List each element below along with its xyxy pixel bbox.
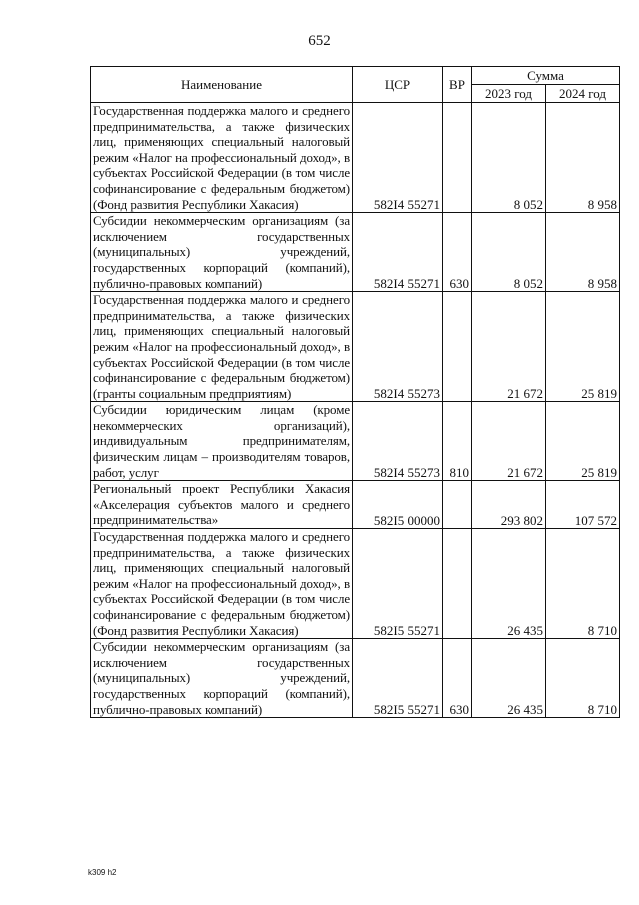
- row-name: Государственная поддержка малого и среднего предпринимательства, а также физических лиц, применяющих специальный налоговый режим «Налог на профессиональный доход», в субъектах Российской Федерации (в том числе софинансирование с федеральным бюджетом) (Фонд развития Республики Хакасия): [91, 529, 353, 639]
- footer-code: k309 h2: [88, 868, 117, 877]
- row-sum-2023: 8 052: [472, 213, 546, 292]
- row-vr: 630: [443, 213, 472, 292]
- column-header-sum: Сумма: [472, 67, 620, 85]
- column-header-2024: 2024 год: [546, 85, 620, 103]
- table-header: [91, 67, 620, 103]
- row-csr: 582I5 55271: [353, 529, 443, 639]
- table-row: [91, 639, 620, 718]
- row-sum-2024: 25 819: [546, 402, 620, 481]
- row-sum-2023: 26 435: [472, 529, 546, 639]
- table-row: [91, 213, 620, 292]
- table-row: [91, 402, 620, 481]
- row-sum-2024: 8 710: [546, 529, 620, 639]
- row-sum-2023: 21 672: [472, 292, 546, 402]
- row-vr: 630: [443, 639, 472, 718]
- row-sum-2023: 26 435: [472, 639, 546, 718]
- row-sum-2023: 293 802: [472, 481, 546, 529]
- row-csr: 582I4 55273: [353, 292, 443, 402]
- row-vr: [443, 529, 472, 639]
- table-row: [91, 292, 620, 402]
- row-csr: 582I5 55271: [353, 639, 443, 718]
- row-name: Субсидии юридическим лицам (кроме некоммерческих организаций), индивидуальным предпринимателям, физическим лицам – производителям товаров, работ, услуг: [91, 402, 353, 481]
- row-sum-2024: 25 819: [546, 292, 620, 402]
- row-vr: [443, 292, 472, 402]
- row-sum-2023: 8 052: [472, 103, 546, 213]
- table-body: [91, 103, 620, 718]
- table-row: [91, 481, 620, 529]
- row-name: Государственная поддержка малого и среднего предпринимательства, а также физических лиц, применяющих специальный налоговый режим «Налог на профессиональный доход», в субъектах Российской Федерации (в том числе софинансирование с федеральным бюджетом) (гранты социальным предприятиям): [91, 292, 353, 402]
- row-csr: 582I4 55271: [353, 213, 443, 292]
- row-name: Государственная поддержка малого и среднего предпринимательства, а также физических лиц, применяющих специальный налоговый режим «Налог на профессиональный доход», в субъектах Российской Федерации (в том числе софинансирование с федеральным бюджетом) (Фонд развития Республики Хакасия): [91, 103, 353, 213]
- row-csr: 582I4 55271: [353, 103, 443, 213]
- table-row: [91, 529, 620, 639]
- table-row: [91, 103, 620, 213]
- row-name: Региональный проект Республики Хакасия «Акселерация субъектов малого и среднего предпринимательства»: [91, 481, 353, 529]
- row-vr: [443, 103, 472, 213]
- row-sum-2024: 8 958: [546, 103, 620, 213]
- row-vr: 810: [443, 402, 472, 481]
- column-header-name: Наименование: [91, 67, 353, 103]
- page-number: 652: [308, 33, 331, 49]
- row-csr: 582I4 55273: [353, 402, 443, 481]
- row-name: Субсидии некоммерческим организациям (за исключением государственных (муниципальных) учреждений, государственных корпораций (компаний), публично-правовых компаний): [91, 639, 353, 718]
- row-sum-2024: 8 710: [546, 639, 620, 718]
- row-sum-2023: 21 672: [472, 402, 546, 481]
- row-name: Субсидии некоммерческим организациям (за исключением государственных (муниципальных) учреждений, государственных корпораций (компаний), публично-правовых компаний): [91, 213, 353, 292]
- budget-table: [90, 66, 620, 718]
- column-header-2023: 2023 год: [472, 85, 546, 103]
- row-vr: [443, 481, 472, 529]
- column-header-csr: ЦСР: [353, 67, 443, 103]
- row-sum-2024: 8 958: [546, 213, 620, 292]
- row-csr: 582I5 00000: [353, 481, 443, 529]
- row-sum-2024: 107 572: [546, 481, 620, 529]
- column-header-vr: ВР: [443, 67, 472, 103]
